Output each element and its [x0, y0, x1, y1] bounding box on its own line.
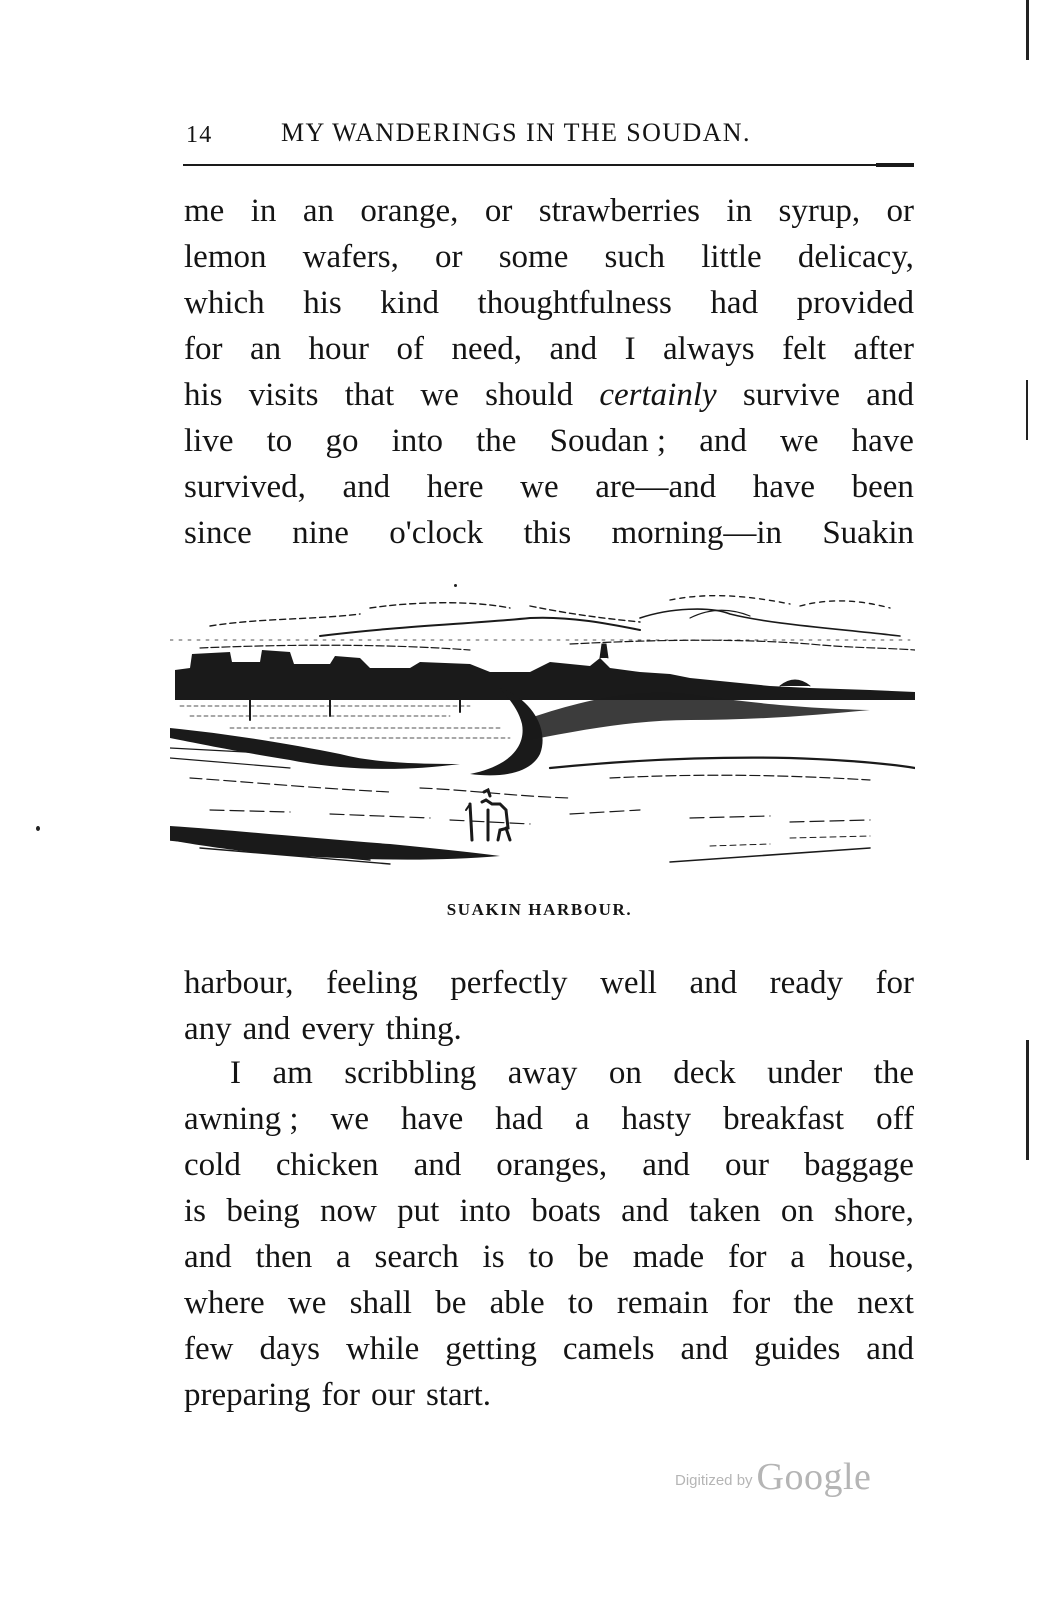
word: any — [184, 1011, 232, 1047]
word: every — [301, 1011, 375, 1047]
word: for — [727, 1239, 767, 1275]
word: and — [242, 1011, 291, 1047]
paragraph-1 — [184, 188, 914, 556]
word: on — [780, 1193, 814, 1229]
word: away — [507, 1055, 578, 1091]
suakin-harbour-illustration — [170, 578, 915, 878]
word: a — [336, 1239, 351, 1275]
word: put — [397, 1193, 440, 1229]
word: our — [724, 1147, 769, 1183]
word: ready — [769, 965, 843, 1001]
word: be — [577, 1239, 609, 1275]
word: camels — [562, 1331, 655, 1367]
word: strawberries — [538, 193, 700, 229]
word: for — [875, 965, 914, 1001]
word: hasty — [621, 1101, 692, 1137]
word: o'clock — [389, 515, 484, 551]
word: guides — [754, 1331, 841, 1367]
word: for — [321, 1377, 360, 1413]
word: into — [459, 1193, 511, 1229]
word: preparing — [184, 1377, 311, 1413]
word: have — [851, 423, 914, 459]
word: our — [370, 1377, 415, 1413]
word: that — [344, 377, 395, 413]
word: lemon — [184, 239, 267, 275]
text-line — [184, 1096, 914, 1142]
word: to — [567, 1285, 594, 1321]
word: such — [604, 239, 666, 275]
figure-caption: SUAKIN HARBOUR. — [446, 900, 633, 919]
word: or — [435, 239, 463, 275]
word: his — [303, 285, 342, 321]
word: provided — [796, 285, 914, 321]
word — [599, 372, 716, 418]
word: perfectly — [450, 965, 568, 1001]
word: here — [426, 469, 484, 505]
word: chicken — [275, 1147, 379, 1183]
word: and — [549, 331, 598, 367]
word: orange, — [360, 193, 459, 229]
word: and — [342, 469, 391, 505]
word: and — [699, 423, 747, 459]
text-line — [184, 1188, 914, 1234]
word: into — [391, 423, 443, 459]
word: some — [498, 239, 569, 275]
word: or — [886, 193, 914, 229]
word: to — [528, 1239, 555, 1275]
word: few — [184, 1331, 234, 1367]
word: I — [230, 1055, 241, 1091]
word: had — [495, 1101, 543, 1137]
word: we — [420, 377, 459, 413]
word: survived, — [184, 469, 306, 505]
text-line — [184, 1234, 914, 1280]
word: an — [249, 331, 282, 367]
word: me — [184, 193, 225, 229]
word: is — [482, 1239, 505, 1275]
word: have — [752, 469, 816, 505]
word: Suakin — [822, 515, 914, 551]
running-title: MY WANDERINGS IN THE SOUDAN. — [281, 118, 751, 147]
word: an — [302, 193, 334, 229]
word: baggage — [804, 1147, 914, 1183]
word: a — [574, 1101, 590, 1137]
word: on — [608, 1055, 642, 1091]
word: days — [259, 1331, 320, 1367]
word: I — [624, 331, 636, 367]
word: then — [255, 1239, 313, 1275]
word: been — [851, 469, 914, 505]
harbour-engraving-icon — [170, 596, 915, 864]
scan-edge-line — [1026, 1040, 1029, 1160]
word: wafers, — [302, 239, 399, 275]
text-line — [184, 280, 914, 326]
word: and — [689, 965, 738, 1001]
word: kind — [380, 285, 439, 321]
watermark-prefix: Digitized by — [675, 1472, 753, 1489]
word: of — [396, 331, 424, 367]
word: and — [866, 377, 914, 413]
page-number: 14 — [186, 122, 213, 148]
text-line — [184, 326, 914, 372]
scan-speck — [454, 584, 457, 587]
word: go — [325, 423, 359, 459]
word: syrup, — [778, 193, 861, 229]
word: oranges, — [496, 1147, 608, 1183]
word: in — [726, 193, 753, 229]
word: am — [272, 1055, 313, 1091]
text-line — [184, 1142, 914, 1188]
word: remain — [616, 1285, 709, 1321]
word: we — [287, 1285, 327, 1321]
word: are—and — [595, 469, 717, 505]
word: while — [345, 1331, 420, 1367]
word: being — [226, 1193, 300, 1229]
word: able — [489, 1285, 545, 1321]
word: house, — [828, 1239, 914, 1275]
word: to — [266, 423, 293, 459]
word: we — [520, 469, 559, 505]
word: feeling — [326, 965, 418, 1001]
word: now — [319, 1193, 377, 1229]
word: where — [184, 1285, 265, 1321]
word: taken — [689, 1193, 761, 1229]
word: which — [184, 285, 265, 321]
word: and — [680, 1331, 729, 1367]
word: next — [857, 1285, 914, 1321]
word: nine — [292, 515, 349, 551]
word: breakfast — [723, 1101, 845, 1137]
text-line — [184, 960, 914, 1006]
word: off — [876, 1101, 914, 1137]
word: or — [484, 193, 513, 229]
text-line — [184, 464, 914, 510]
word: thing. — [385, 1011, 462, 1047]
word: getting — [445, 1331, 537, 1367]
word: have — [401, 1101, 464, 1137]
word: made — [632, 1239, 705, 1275]
text-line — [184, 1372, 914, 1418]
word: little — [701, 239, 762, 275]
text-line — [184, 188, 914, 234]
word: survive — [742, 377, 841, 413]
word: well — [600, 965, 657, 1001]
word: cold — [184, 1147, 241, 1183]
emphasis: certainly — [599, 377, 717, 413]
word: always — [663, 331, 755, 367]
word: for — [731, 1285, 771, 1321]
word: and — [184, 1239, 232, 1275]
text-line — [184, 418, 914, 464]
text-line — [184, 1326, 914, 1372]
word: his — [184, 377, 223, 413]
word: start. — [425, 1377, 492, 1413]
word: the — [476, 423, 517, 459]
word: is — [184, 1193, 207, 1229]
paragraph-2 — [184, 960, 914, 1052]
word: and — [642, 1147, 690, 1183]
word: and — [621, 1193, 669, 1229]
word: a — [790, 1239, 805, 1275]
word: since — [184, 515, 252, 551]
word: should — [485, 377, 574, 413]
word: we — [330, 1101, 370, 1137]
word: boats — [531, 1193, 601, 1229]
header-rule-end — [876, 163, 914, 167]
word: in — [250, 193, 277, 229]
word: need, — [451, 331, 522, 367]
word: shore, — [834, 1193, 914, 1229]
google-logo: Google — [756, 1456, 872, 1498]
word: Soudan ; — [549, 423, 667, 459]
word: we — [780, 423, 819, 459]
paragraph-3 — [184, 1050, 914, 1418]
word: live — [184, 423, 234, 459]
text-line — [184, 510, 914, 556]
word: be — [435, 1285, 467, 1321]
word: scribbling — [344, 1055, 477, 1091]
header-rule — [183, 164, 913, 166]
digitized-by-google-watermark — [675, 1455, 871, 1499]
scan-speck — [36, 826, 40, 831]
word: and — [413, 1147, 462, 1183]
word: hour — [308, 331, 370, 367]
running-head — [186, 118, 914, 158]
word: harbour, — [184, 965, 294, 1001]
text-line — [184, 1050, 914, 1096]
word: thoughtfulness — [477, 285, 672, 321]
text-line — [184, 234, 914, 280]
word: the — [873, 1055, 914, 1091]
text-line — [184, 1280, 914, 1326]
word: this — [523, 515, 572, 551]
word: for — [184, 331, 223, 367]
word: had — [710, 285, 759, 321]
word: awning ; — [184, 1101, 299, 1137]
text-line — [184, 1006, 914, 1052]
word: delicacy, — [797, 239, 914, 275]
word: search — [374, 1239, 459, 1275]
word: and — [866, 1331, 914, 1367]
word: visits — [248, 377, 319, 413]
scan-edge-line — [1026, 0, 1029, 60]
word: under — [767, 1055, 843, 1091]
word: after — [853, 331, 914, 367]
text-line — [184, 372, 914, 418]
word: the — [793, 1285, 834, 1321]
scan-edge-line — [1026, 380, 1028, 440]
word: shall — [349, 1285, 412, 1321]
word: deck — [673, 1055, 736, 1091]
word: felt — [782, 331, 827, 367]
word: morning—in — [611, 515, 782, 551]
